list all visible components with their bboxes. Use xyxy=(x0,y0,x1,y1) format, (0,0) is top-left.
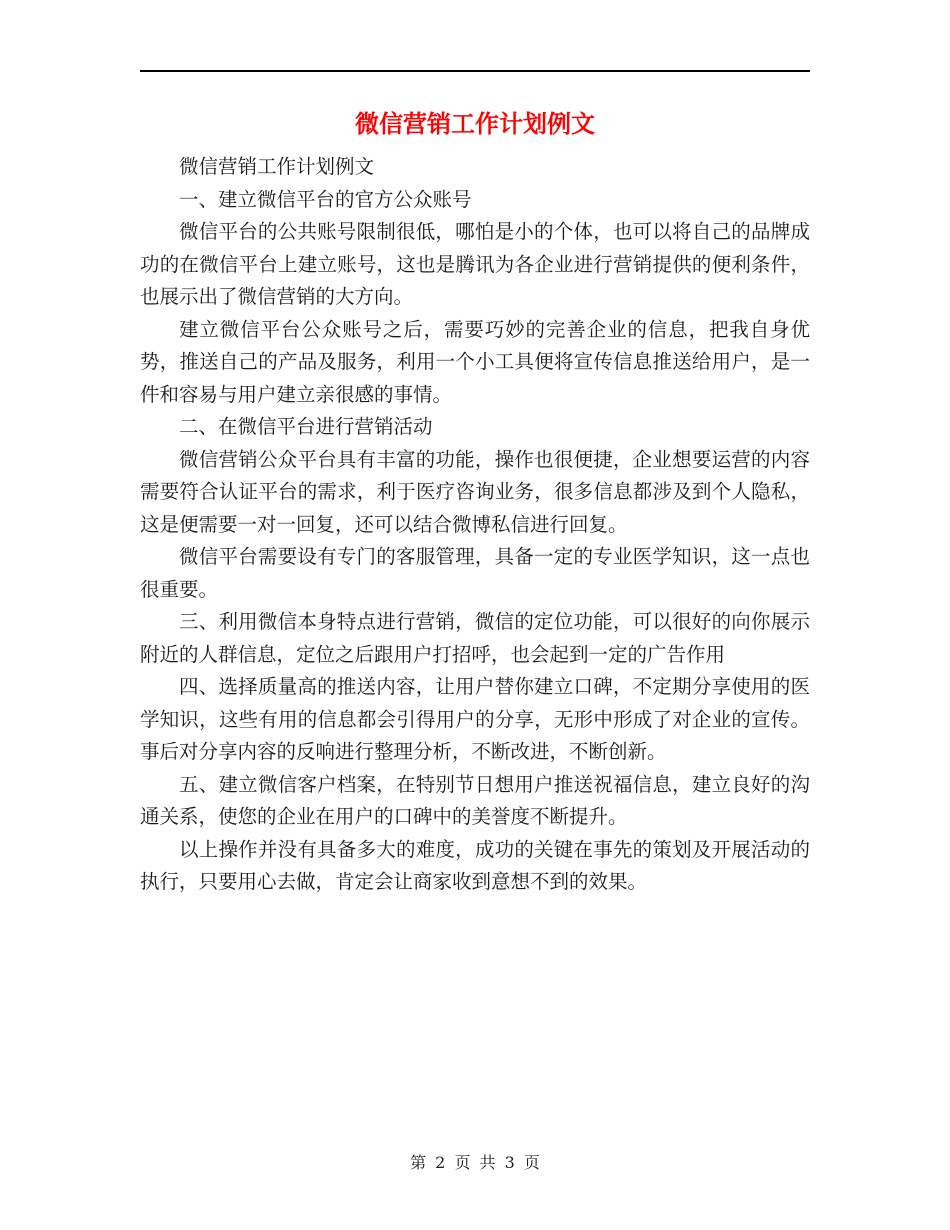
header-rule xyxy=(140,70,810,72)
paragraph: 微信营销公众平台具有丰富的功能，操作也很便捷，企业想要运营的内容需要符合认证平台的需求，利于医疗咨询业务，很多信息都涉及到个人隐私，这是便需要一对一回复，还可以结合微博私信进行回复。 xyxy=(140,447,810,536)
page-number-footer: 第 2 页 共 3 页 xyxy=(410,1153,540,1172)
document-body xyxy=(140,151,810,899)
paragraph-conclusion: 以上操作并没有具备多大的难度，成功的关键在事先的策划及开展活动的执行，只要用心去做，肯定会让商家收到意想不到的效果。 xyxy=(140,837,810,893)
paragraph: 微信平台需要设有专门的客服管理，具备一定的专业医学知识，这一点也很重要。 xyxy=(140,545,810,601)
paragraph-section-5: 五、建立微信客户档案，在特别节日想用户推送祝福信息，建立良好的沟通关系，使您的企业在用户的口碑中的美誉度不断提升。 xyxy=(140,772,810,828)
section-heading-2: 二、在微信平台进行营销活动 xyxy=(179,415,433,438)
section-heading-1: 一、建立微信平台的官方公众账号 xyxy=(179,187,472,211)
document-title: 微信营销工作计划例文 xyxy=(355,109,595,138)
paragraph-section-3: 三、利用微信本身特点进行营销，微信的定位功能，可以很好的向你展示附近的人群信息，定位之后跟用户打招呼，也会起到一定的广告作用 xyxy=(140,610,810,666)
paragraph: 建立微信平台公众账号之后，需要巧妙的完善企业的信息，把我自身优势，推送自己的产品及服务，利用一个小工具便将宣传信息推送给用户，是一件和容易与用户建立亲很感的事情。 xyxy=(140,317,810,406)
paragraph-heading-repeat: 微信营销工作计划例文 xyxy=(179,155,375,178)
paragraph: 微信平台的公共账号限制很低，哪怕是小的个体，也可以将自己的品牌成功的在微信平台上建立账号，这也是腾讯为各企业进行营销提供的便利条件，也展示出了微信营销的大方向。 xyxy=(140,220,810,308)
paragraph-section-4: 四、选择质量高的推送内容，让用户替你建立口碑，不定期分享使用的医学知识，这些有用的信息都会引得用户的分享，无形中形成了对企业的宣传。事后对分享内容的反响进行整理分析，不断改进，不断创新。 xyxy=(140,675,810,763)
